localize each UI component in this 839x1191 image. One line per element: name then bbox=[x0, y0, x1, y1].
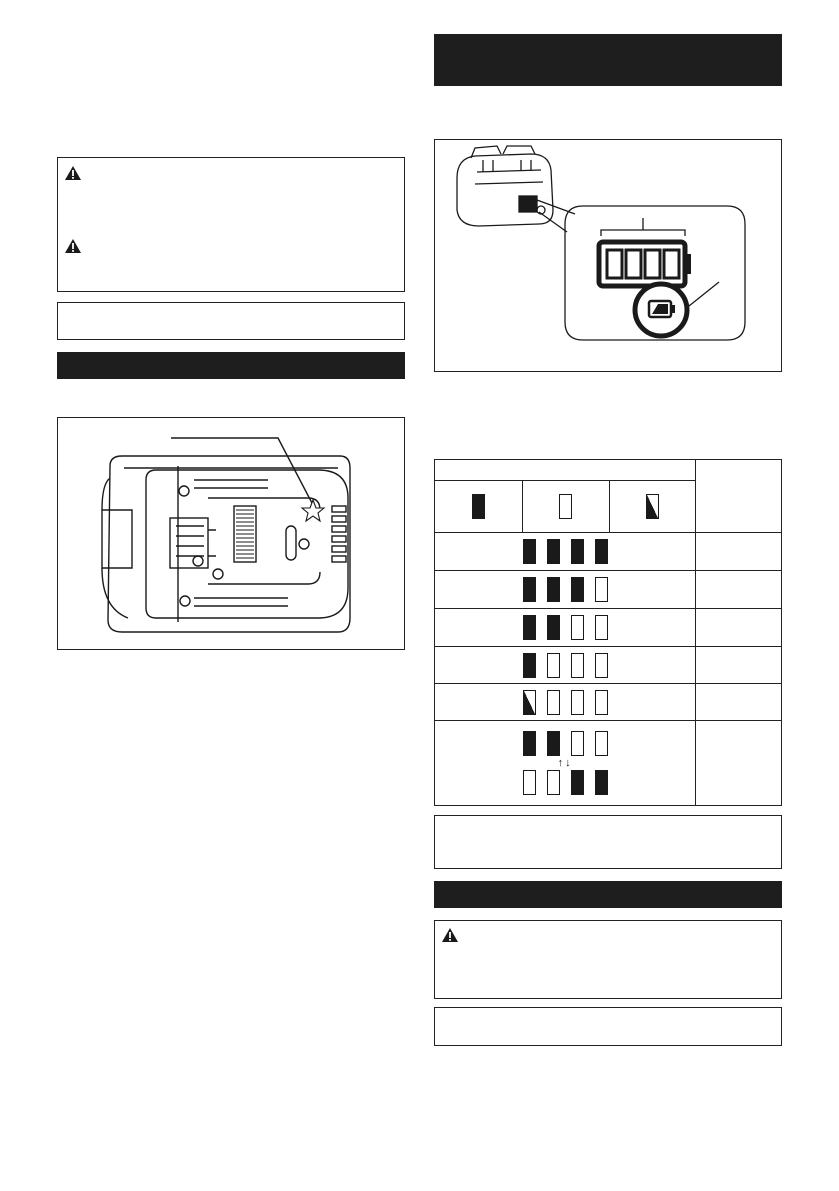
capacity-cell bbox=[696, 571, 782, 609]
section-heading-bar bbox=[434, 881, 782, 908]
check-button bbox=[635, 284, 687, 336]
battery-figure bbox=[57, 417, 405, 650]
note-box bbox=[434, 815, 782, 869]
battery-underside-drawing bbox=[58, 418, 404, 649]
alternating-arrows: ↑↓ bbox=[557, 757, 573, 769]
star-mark bbox=[302, 500, 324, 521]
table-row bbox=[435, 647, 696, 684]
table-row bbox=[435, 684, 696, 721]
remaining-capacity-header bbox=[696, 460, 782, 533]
capacity-cell bbox=[696, 647, 782, 684]
note-box bbox=[434, 1007, 782, 1046]
note-box bbox=[57, 302, 405, 340]
capacity-cell bbox=[696, 533, 782, 571]
indicator-lamps-header bbox=[435, 460, 696, 481]
table-row bbox=[435, 571, 696, 609]
capacity-cell bbox=[696, 721, 782, 806]
capacity-cell bbox=[696, 609, 782, 647]
warning-triangle-icon bbox=[64, 238, 82, 254]
section-heading-bar-top bbox=[434, 34, 782, 86]
indicator-table bbox=[434, 459, 782, 806]
header-blinking bbox=[609, 481, 696, 533]
header-off bbox=[522, 481, 609, 533]
caution-box bbox=[434, 920, 782, 999]
warning-triangle-icon bbox=[64, 165, 82, 181]
warning-box bbox=[57, 157, 405, 292]
indicator-drawing bbox=[435, 140, 781, 371]
table-row bbox=[435, 609, 696, 647]
table-row bbox=[435, 721, 696, 806]
section-heading-bar bbox=[57, 352, 405, 379]
indicator-figure bbox=[434, 139, 782, 372]
indicator-lamps bbox=[599, 242, 691, 286]
table-row bbox=[435, 533, 696, 571]
header-lit bbox=[435, 481, 523, 533]
capacity-cell bbox=[696, 684, 782, 721]
warning-triangle-icon bbox=[441, 927, 459, 943]
